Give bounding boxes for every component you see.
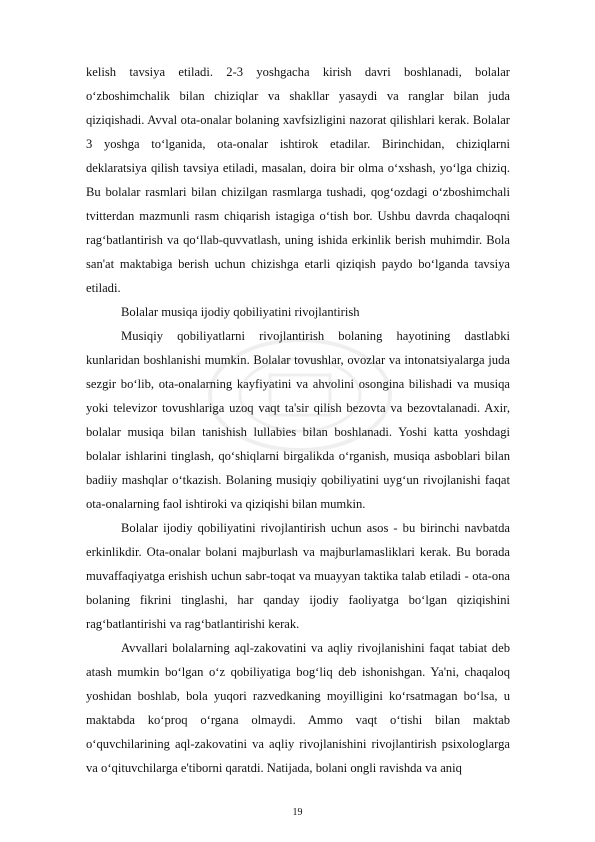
paragraph-continuation: kelish tavsiya etiladi. 2-3 yoshgacha kirish davri boshlanadi, bolalar o‘zboshimchalik bilan chiziqlar va shakllar yasaydi va ranglar bilan juda qiziqishadi. Avval ota-onalar bolaning xavfsizligini nazorat qilishlari kerak. Bolalar 3 yoshga to‘lganida, ota-onalar ishtirok etadilar. Birinchidan, chiziqlarni deklaratsiya qilish tavsiya etiladi, masalan, doira bir olma o‘xshash, yo‘lga chiziq. Bu bolalar rasmlari bilan chizilgan rasmlarga tushadi, qog‘ozdagi o‘zboshimchali tvitterdan mazmunli rasm chiqarish istagiga o‘tish bor. Ushbu davrda chaqaloqni rag‘batlantirish va qo‘llab-quvvatlash, uning ishida erkinlik berish muhimdir. Bola san'at maktabiga berish uchun chizishga etarli qiziqish paydo bo‘lganda tavsiya etiladi. — [86, 65, 510, 295]
document-body — [86, 60, 510, 780]
paragraph-intellect: Avvallari bolalarning aql-zakovatini va aqliy rivojlanishini faqat tabiat deb atash mumkin bo‘lgan o‘z qobiliyatiga bog‘liq deb ishonishgan. Ya'ni, chaqaloq yoshidan boshlab, bola yuqori razvedkaning moyilligini ko‘rsatmagan bo‘lsa, u maktabda ko‘proq o‘rgana olmaydi. Ammo vaqt o‘tishi bilan maktab o‘quvchilarining aql-zakovatini va aqliy rivojlanishini rivojlantirish psixologlarga va o‘qituvchilarga e'tiborni qaratdi. Natijada, bolani ongli ravishda va aniq — [86, 641, 510, 775]
section-heading-music: Bolalar musiqa ijodiy qobiliyatini rivojlantirish — [121, 305, 360, 319]
page-number: 19 — [292, 807, 303, 818]
paragraph-creative: Bolalar ijodiy qobiliyatini rivojlantirish uchun asos - bu birinchi navbatda erkinlikdir. Ota-onalar bolani majburlash va majburlamasliklari kerak. Bu borada muvaffaqiyatga erishish uchun sabr-toqat va muayyan taktika talab etiladi - ota-ona bolaning fikrini tinglashi, har qanday ijodiy faoliyatga bo‘lgan qiziqishini rag‘batlantirishi va rag‘batlantirishi kerak. — [86, 521, 510, 631]
paragraph-music: Musiqiy qobiliyatlarni rivojlantirish bolaning hayotining dastlabki kunlaridan boshlanishi mumkin. Bolalar tovushlar, ovozlar va intonatsiyalarga juda sezgir bo‘lib, ota-onalarning kayfiyatini va ahvolini osongina bilishadi va musiqa yoki televizor tovushlariga uzoq vaqt ta'sir qilish bezovta va bezovtalanadi. Axir, bolalar musiqa bilan tanishish lullabies bilan boshlanadi. Yoshi katta yoshdagi bolalar ishlarini tinglash, qo‘shiqlarni birgalikda o‘rganish, musiqa asboblari bilan badiiy mashqlar o‘tkazish. Bolaning musiqiy qobiliyatini uyg‘un rivojlanishi faqat ota-onalarning faol ishtiroki va qiziqishi bilan mumkin. — [86, 329, 510, 511]
